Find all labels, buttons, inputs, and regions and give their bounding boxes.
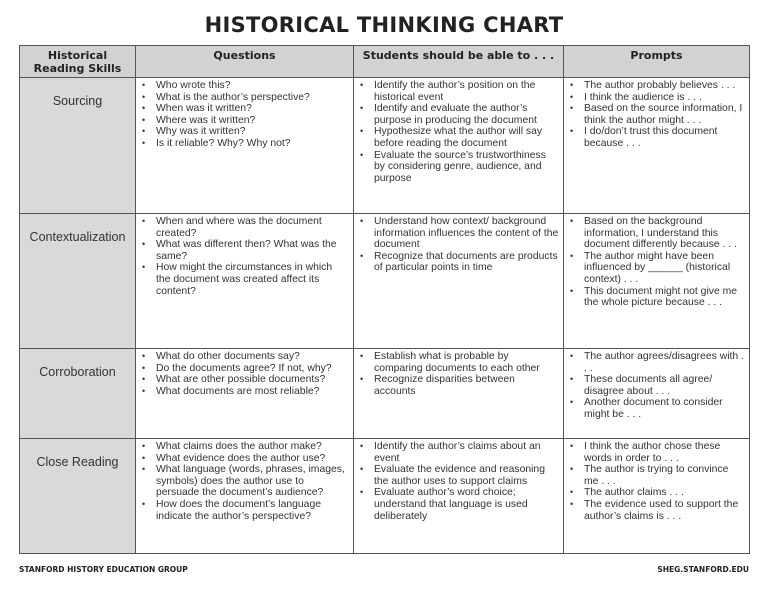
footer-organization: STANFORD HISTORY EDUCATION GROUP (19, 565, 188, 574)
question-item: • When and where was the document created? (139, 216, 349, 239)
question-item: • How does the document’s language indicate the author’s perspective? (139, 499, 349, 522)
abilities-cell (354, 349, 564, 439)
ability-item: • Hypothesize what the author will say before reading the document (357, 126, 559, 149)
ability-item: • Evaluate the evidence and reasoning the author uses to support claims (357, 464, 559, 487)
prompts-list (567, 441, 745, 522)
abilities-cell (354, 439, 564, 554)
header-questions: Questions (136, 46, 354, 78)
prompt-item: • The author agrees/disagrees with . . . (567, 351, 745, 374)
ability-item: • Identify the author’s position on the historical event (357, 80, 559, 103)
header-abilities: Students should be able to . . . (354, 46, 564, 78)
prompts-cell (564, 349, 750, 439)
questions-list (139, 80, 349, 150)
table-row-close-reading (20, 439, 750, 554)
ability-item: • Identify the author’s claims about an event (357, 441, 559, 464)
ability-item: • Evaluate the source’s trustworthiness by considering genre, audience, and purpose (357, 150, 559, 185)
questions-list (139, 351, 349, 397)
prompts-cell (564, 78, 750, 214)
question-item: • What is the author’s perspective? (139, 92, 349, 104)
table-row-contextualization (20, 214, 750, 349)
questions-cell (136, 349, 354, 439)
prompt-item: • I do/don’t trust this document because . . . (567, 126, 745, 149)
prompt-item: • Another document to consider might be . . . (567, 397, 745, 420)
questions-list (139, 216, 349, 297)
prompt-item: • I think the audience is . . . (567, 92, 745, 104)
prompts-cell (564, 214, 750, 349)
skill-cell: Corroboration (20, 349, 136, 439)
prompt-item: • This document might not give me the whole picture because . . . (567, 286, 745, 309)
prompt-item: • The author probably believes . . . (567, 80, 745, 92)
header-skills: Historical Reading Skills (20, 46, 136, 78)
ability-item: • Understand how context/ background information influences the content of the document (357, 216, 559, 251)
prompt-item: • The author might have been influenced by ______ (historical context) . . . (567, 251, 745, 286)
question-item: • What are other possible documents? (139, 374, 349, 386)
header-prompts: Prompts (564, 46, 750, 78)
table-row-corroboration (20, 349, 750, 439)
footer-website: SHEG.STANFORD.EDU (657, 565, 749, 574)
abilities-cell (354, 78, 564, 214)
questions-cell (136, 214, 354, 349)
prompt-item: • Based on the source information, I think the author might . . . (567, 103, 745, 126)
question-item: • When was it written? (139, 103, 349, 115)
prompt-item: • The evidence used to support the author’s claims is . . . (567, 499, 745, 522)
prompts-list (567, 351, 745, 421)
question-item: • What documents are most reliable? (139, 386, 349, 398)
question-item: • What was different then? What was the same? (139, 239, 349, 262)
question-item: • How might the circumstances in which the document was created affect its content? (139, 262, 349, 297)
prompts-list (567, 216, 745, 309)
header-row (20, 46, 750, 78)
prompt-item: • The author is trying to convince me . . . (567, 464, 745, 487)
abilities-cell (354, 214, 564, 349)
questions-list (139, 441, 349, 522)
prompt-item: • I think the author chose these words in order to . . . (567, 441, 745, 464)
abilities-list (357, 216, 559, 274)
questions-cell (136, 439, 354, 554)
abilities-list (357, 441, 559, 522)
question-item: • Is it reliable? Why? Why not? (139, 138, 349, 150)
table-row-sourcing (20, 78, 750, 214)
abilities-list (357, 80, 559, 184)
prompt-item: • These documents all agree/ disagree about . . . (567, 374, 745, 397)
prompts-cell (564, 439, 750, 554)
question-item: • What language (words, phrases, images, symbols) does the author use to persuade the document’s audience? (139, 464, 349, 499)
skill-cell: Sourcing (20, 78, 136, 214)
ability-item: • Identify and evaluate the author’s purpose in producing the document (357, 103, 559, 126)
ability-item: • Recognize disparities between accounts (357, 374, 559, 397)
question-item: • Do the documents agree? If not, why? (139, 363, 349, 375)
page-title: HISTORICAL THINKING CHART (204, 13, 564, 37)
question-item: • Who wrote this? (139, 80, 349, 92)
prompt-item: • The author claims . . . (567, 487, 745, 499)
skill-cell: Contextualization (20, 214, 136, 349)
ability-item: • Recognize that documents are products of particular points in time (357, 251, 559, 274)
abilities-list (357, 351, 559, 397)
question-item: • What evidence does the author use? (139, 453, 349, 465)
question-item: • Where was it written? (139, 115, 349, 127)
question-item: • What claims does the author make? (139, 441, 349, 453)
prompt-item: • Based on the background information, I understand this document differently because . . . (567, 216, 745, 251)
historical-thinking-table (19, 45, 750, 554)
question-item: • Why was it written? (139, 126, 349, 138)
ability-item: • Evaluate author’s word choice; understand that language is used deliberately (357, 487, 559, 522)
questions-cell (136, 78, 354, 214)
skill-cell: Close Reading (20, 439, 136, 554)
table-body (20, 78, 750, 554)
prompts-list (567, 80, 745, 150)
ability-item: • Establish what is probable by comparing documents to each other (357, 351, 559, 374)
question-item: • What do other documents say? (139, 351, 349, 363)
